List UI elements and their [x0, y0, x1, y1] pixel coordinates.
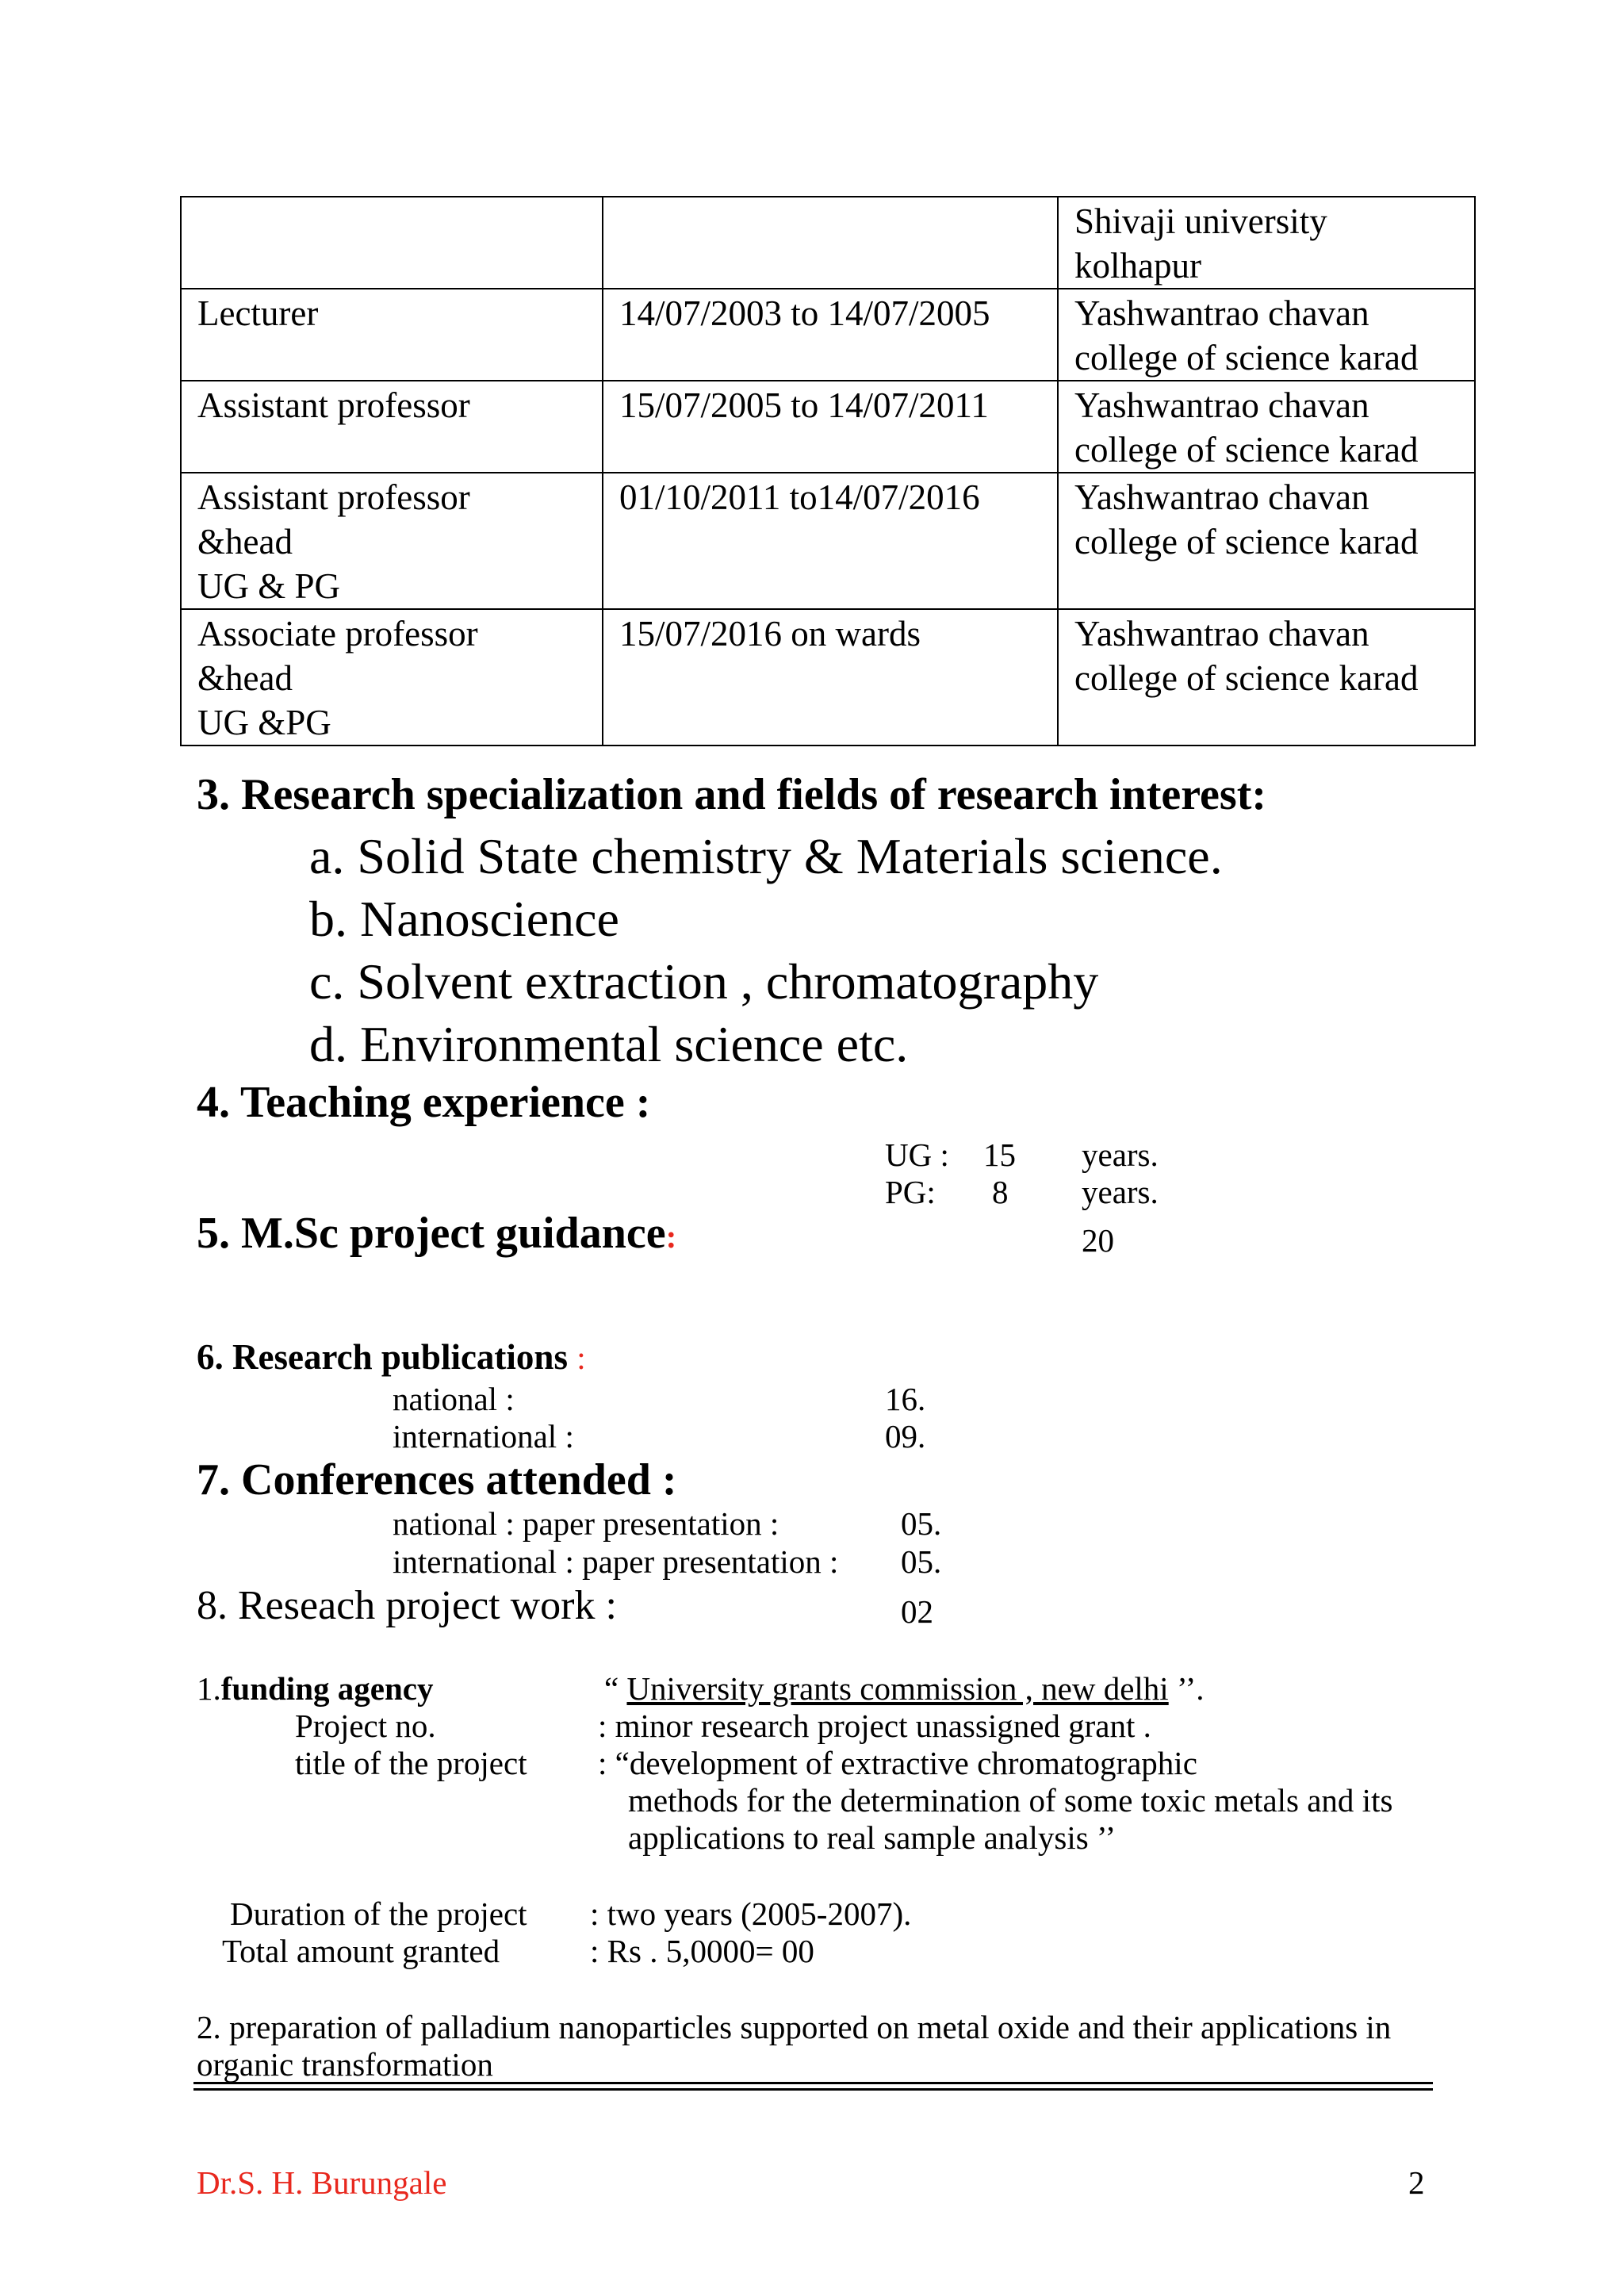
footer-rule-top: [193, 2082, 1433, 2084]
research-item-b: b. Nanoscience: [309, 891, 619, 947]
ug-unit: years.: [1082, 1137, 1159, 1173]
conferences-national-label: national : paper presentation :: [393, 1505, 779, 1542]
section-5-colon: :: [665, 1218, 677, 1255]
cell-line: Yashwantrao chavan: [1074, 385, 1369, 425]
section-5-heading: [197, 1208, 676, 1259]
project1-number-value: : minor research project unassigned grant .: [598, 1708, 1151, 1744]
research-item-c: c. Solvent extraction , chromatography: [309, 953, 1099, 1010]
project-work-value: 02: [901, 1593, 933, 1630]
pg-label: PG:: [885, 1174, 936, 1210]
institution-cell: [1058, 381, 1475, 473]
project1-title-line-1: : “development of extractive chromatographic: [598, 1745, 1197, 1781]
section-6-heading: [197, 1336, 586, 1378]
cell-line: college of science karad: [1074, 430, 1419, 470]
footer-author: Dr.S. H. Burungale: [197, 2164, 447, 2201]
institution-cell: [1058, 197, 1475, 289]
project1-title-label: title of the project: [295, 1745, 527, 1781]
table-row: [181, 197, 1475, 289]
conferences-international-value: 05.: [901, 1543, 942, 1580]
research-item-d: d. Environmental science etc.: [309, 1016, 909, 1072]
cell-line: 14/07/2003 to 14/07/2005: [619, 293, 990, 333]
publications-national-value: 16.: [885, 1381, 926, 1417]
designation-cell: [181, 381, 603, 473]
project1-title-line-3: applications to real sample analysis ’’: [628, 1819, 1116, 1856]
project1-agency-close-quote: ’’.: [1176, 1670, 1205, 1707]
table-row: [181, 289, 1475, 381]
pg-unit: years.: [1082, 1174, 1159, 1210]
cell-line: Yashwantrao chavan: [1074, 614, 1369, 654]
period-cell: [603, 381, 1058, 473]
cell-line: Yashwantrao chavan: [1074, 293, 1369, 333]
section-5-heading-text: 5. M.Sc project guidance: [197, 1209, 666, 1258]
designation-cell: [181, 289, 603, 381]
project1-duration-label: Duration of the project: [230, 1895, 527, 1932]
project1-amount-label: Total amount granted: [222, 1933, 500, 1969]
project2-line-2: organic transformation: [197, 2046, 493, 2083]
conferences-national-value: 05.: [901, 1505, 942, 1542]
cell-line: Yashwantrao chavan: [1074, 477, 1369, 517]
cell-line: Lecturer: [197, 293, 319, 333]
section-3-heading: 3. Research specialization and fields of research interest:: [197, 770, 1267, 819]
cell-line: UG &PG: [197, 703, 331, 742]
cell-line: Assistant professor: [197, 477, 470, 517]
cell-line: 15/07/2005 to 14/07/2011: [619, 385, 989, 425]
experience-table: [180, 196, 1476, 746]
table-row: [181, 609, 1475, 746]
cell-line: 15/07/2016 on wards: [619, 614, 921, 654]
project1-agency-label: [197, 1669, 433, 1708]
institution-cell: [1058, 609, 1475, 746]
project2-line-1: 2. preparation of palladium nanoparticles supported on metal oxide and their applications in: [197, 2009, 1392, 2045]
page-number: 2: [1408, 2164, 1425, 2201]
ug-value: 15: [983, 1137, 1016, 1173]
institution-cell: [1058, 289, 1475, 381]
cell-line: Associate professor: [197, 614, 478, 654]
table-row: [181, 473, 1475, 609]
project1-agency-name: University grants commission , new delhi: [626, 1670, 1169, 1707]
project1-number: 1.: [197, 1670, 221, 1707]
cell-line: &head: [197, 522, 293, 562]
period-cell: [603, 197, 1058, 289]
section-6-colon: :: [576, 1340, 586, 1376]
project1-title-line-2: methods for the determination of some toxic metals and its: [628, 1782, 1393, 1819]
publications-international-label: international :: [393, 1418, 574, 1455]
cell-line: 01/10/2011 to14/07/2016: [619, 477, 980, 517]
project1-agency-label-text: funding agency: [220, 1670, 434, 1707]
project1-amount-value: : Rs . 5,0000= 00: [590, 1933, 814, 1969]
experience-table-body: [181, 197, 1475, 746]
period-cell: [603, 473, 1058, 609]
project1-agency-value: [604, 1669, 1204, 1708]
project1-agency-open-quote: “: [604, 1670, 619, 1707]
ug-label: UG :: [885, 1137, 949, 1173]
cell-line: &head: [197, 658, 293, 698]
cell-line: Assistant professor: [197, 385, 470, 425]
cell-line: kolhapur: [1074, 246, 1201, 286]
conferences-international-label: international : paper presentation :: [393, 1543, 839, 1580]
publications-national-label: national :: [393, 1381, 515, 1417]
institution-cell: [1058, 473, 1475, 609]
designation-cell: [181, 473, 603, 609]
section-8-heading: 8. Reseach project work :: [197, 1583, 617, 1628]
cell-line: college of science karad: [1074, 338, 1419, 378]
cell-line: college of science karad: [1074, 658, 1419, 698]
cell-line: college of science karad: [1074, 522, 1419, 562]
cell-line: Shivaji university: [1074, 201, 1327, 241]
research-item-a: a. Solid State chemistry & Materials science.: [309, 828, 1223, 884]
period-cell: [603, 609, 1058, 746]
project1-number-label: Project no.: [295, 1708, 436, 1744]
table-row: [181, 381, 1475, 473]
designation-cell: [181, 197, 603, 289]
section-6-heading-text: 6. Research publications: [197, 1337, 568, 1377]
msc-guidance-value: 20: [1082, 1222, 1114, 1259]
section-7-heading: 7. Conferences attended :: [197, 1455, 677, 1504]
cell-line: UG & PG: [197, 566, 341, 606]
footer-rule-bottom: [193, 2088, 1433, 2091]
period-cell: [603, 289, 1058, 381]
publications-international-value: 09.: [885, 1418, 926, 1455]
section-4-heading: 4. Teaching experience :: [197, 1078, 651, 1127]
pg-value: 8: [992, 1174, 1009, 1210]
designation-cell: [181, 609, 603, 746]
project1-duration-value: : two years (2005-2007).: [590, 1895, 912, 1932]
